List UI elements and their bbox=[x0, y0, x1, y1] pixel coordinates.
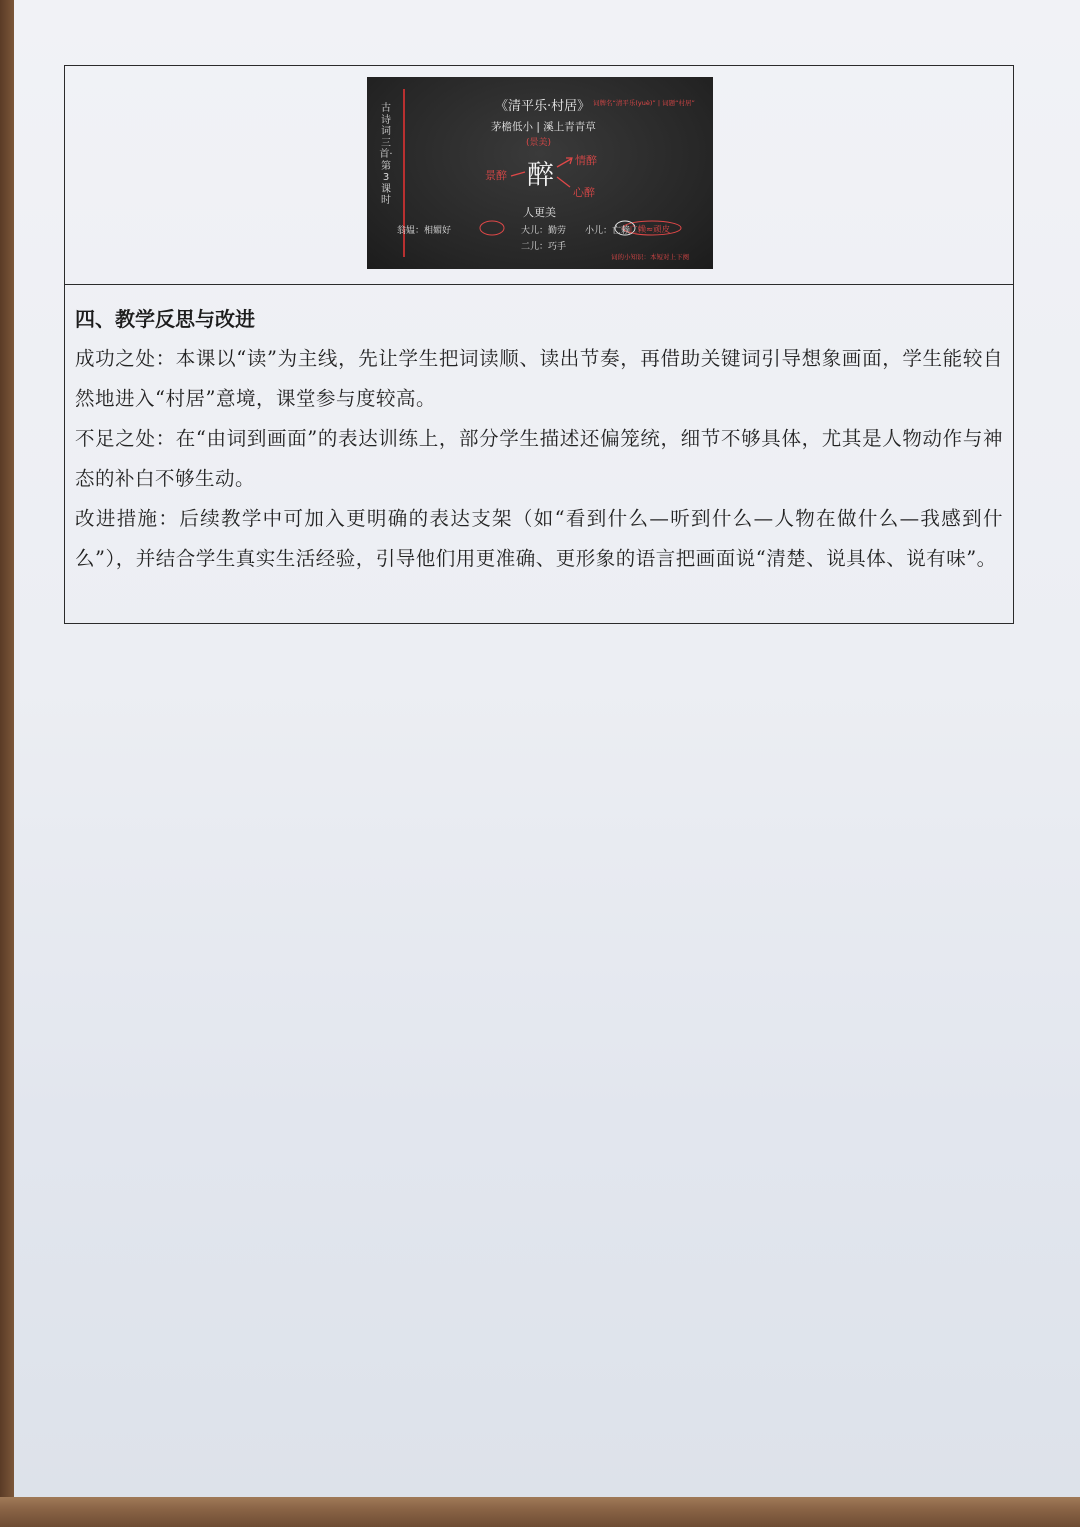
slide-people-heading: 人更美 bbox=[523, 206, 556, 219]
slide-side-title: 古诗词三首·第3课时 bbox=[379, 103, 393, 206]
slide-scene-line: 茅檐低小 | 溪上青青草 bbox=[491, 121, 596, 133]
lesson-table bbox=[64, 65, 1014, 624]
slide-son3-tag: 亡赖≈顽皮 bbox=[629, 225, 671, 235]
slide-son2: 二儿：巧手 bbox=[521, 242, 567, 252]
slide-elder-label: 翁媪：相媚好 bbox=[397, 226, 452, 236]
slide-footer-note: 词的小知识：本短对上下阕 bbox=[611, 253, 689, 261]
slide-title: 《清平乐·村居》 bbox=[495, 99, 591, 114]
board-image-cell bbox=[65, 66, 1013, 285]
slide-son3-label: 小儿：亡赖 bbox=[585, 226, 631, 236]
slide-title-note: 词牌名“清平乐(yuè)” | 词题“村居” bbox=[593, 99, 695, 107]
success-paragraph: 成功之处：本课以“读”为主线，先让学生把词读顺、读出节奏，再借助关键词引导想象画面，学生能较自然地进入“村居”意境，课堂参与度较高。 bbox=[75, 347, 1003, 410]
improvement-paragraph: 改进措施：后续教学中可加入更明确的表达支架（如“看到什么—听到什么—人物在做什么—我感到什么”），并结合学生真实生活经验，引导他们用更准确、更形象的语言把画面说“清楚、说具体、说有味”。 bbox=[75, 507, 1003, 570]
slide-branch-upper: 情醉 bbox=[575, 154, 597, 167]
slide-scene-tag: (景美) bbox=[526, 138, 552, 148]
slide-center-character: 醉 bbox=[527, 160, 554, 191]
desk-surface-bottom bbox=[0, 1497, 1080, 1527]
slide-branch-left: 景醉 bbox=[485, 169, 507, 182]
slide-son1: 大儿：勤劳 bbox=[521, 226, 567, 236]
document-page bbox=[14, 0, 1080, 1500]
section-heading: 四、教学反思与改进 bbox=[75, 307, 255, 331]
shortcoming-paragraph: 不足之处：在“由词到画面”的表达训练上，部分学生描述还偏笼统，细节不够具体，尤其是人物动作与神态的补白不够生动。 bbox=[75, 427, 1003, 490]
reflection-cell bbox=[65, 285, 1013, 623]
slide-branch-lower: 心醉 bbox=[573, 186, 595, 199]
blackboard-slide-image bbox=[367, 77, 713, 269]
